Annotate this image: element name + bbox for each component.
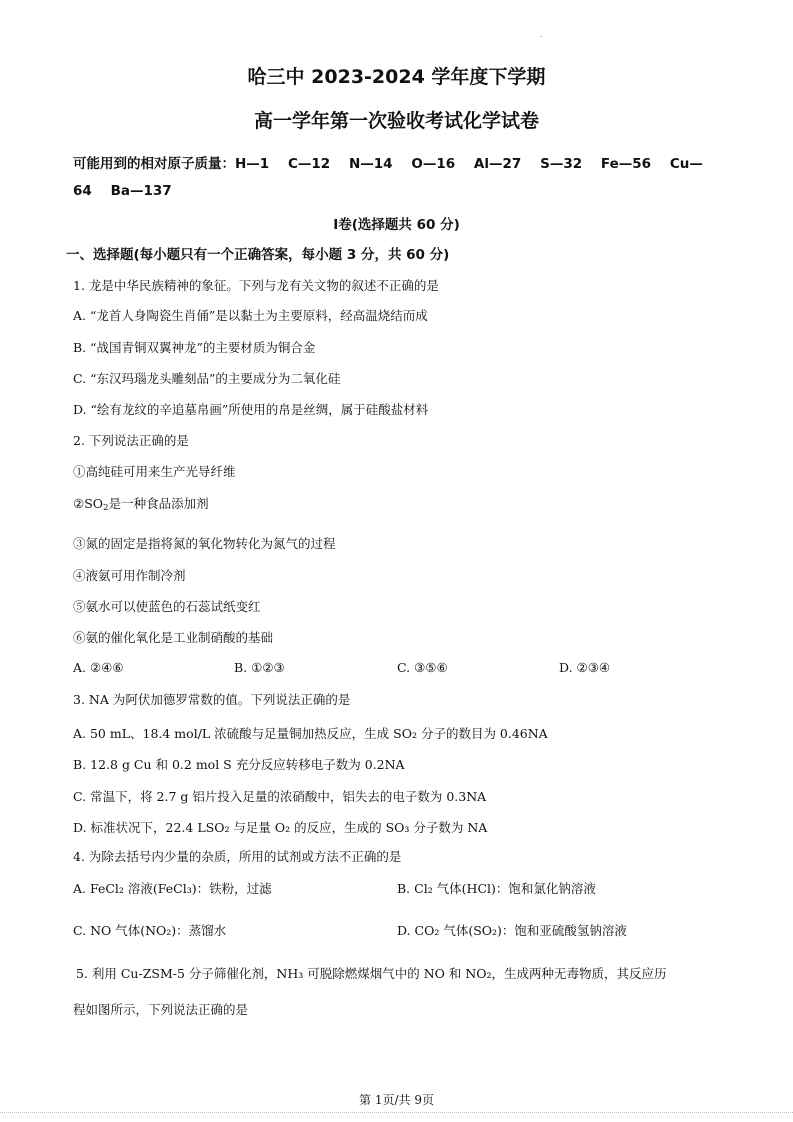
question-2-option-c: C. ③⑤⑥ [397, 660, 448, 675]
question-2-statement-6: ⑥氨的催化氧化是工业制硝酸的基础 [73, 630, 274, 645]
question-5-stem-line1: 5. 利用 Cu-ZSM-5 分子筛催化剂，NH₃ 可脱除燃煤烟气中的 NO 和 NO₂，生成两种无毒物质，其反应历 [76, 966, 667, 981]
question-2-stem: 2. 下列说法正确的是 [73, 433, 189, 448]
question-1-option-d: D. “绘有龙纹的辛追墓帛画”所使用的帛是丝绸，属于硅酸盐材料 [73, 402, 429, 417]
question-3-option-a: A. 50 mL、18.4 mol/L 浓硫酸与足量铜加热反应，生成 SO₂ 分子的数目为 0.46NA [73, 726, 548, 741]
section-title: Ⅰ卷(选择题共 60 分) [333, 217, 460, 233]
question-2-statement-2 [73, 494, 209, 513]
question-1-option-a: A. “龙首人身陶瓷生肖俑”是以黏土为主要原料，经高温烧结而成 [73, 308, 428, 323]
atomic-mass-line1: 可能用到的相对原子质量：H—1 C—12 N—14 O—16 Al—27 S—32 Fe—56 Cu— [73, 156, 703, 172]
question-3-stem: 3. NA 为阿伏加德罗常数的值。下列说法正确的是 [73, 692, 351, 707]
question-1-stem: 1. 龙是中华民族精神的象征。下列与龙有关文物的叙述不正确的是 [73, 278, 439, 293]
question-2-option-b: B. ①②③ [234, 660, 285, 675]
question-4-option-c: C. NO 气体(NO₂)：蒸馏水 [73, 923, 227, 938]
exam-title-line2: 高一学年第一次验收考试化学试卷 [253, 110, 539, 132]
bottom-divider [0, 1112, 793, 1113]
question-4-option-d: D. CO₂ 气体(SO₂)：饱和亚硫酸氢钠溶液 [397, 923, 627, 938]
top-dot: . [540, 30, 543, 39]
question-2-statement-4: ④液氨可用作制冷剂 [73, 568, 186, 583]
statement-2-subscript: 2 [103, 503, 109, 513]
atomic-mass-line2: 64 Ba—137 [73, 183, 172, 199]
page-number: 第 1页/共 9页 [359, 1093, 434, 1107]
statement-2-prefix: ②SO [73, 496, 104, 511]
question-2-option-d: D. ②③④ [559, 660, 611, 675]
question-2-option-a: A. ②④⑥ [73, 660, 124, 675]
question-1-option-c: C. “东汉玛瑙龙头雕刻品”的主要成分为二氧化硅 [73, 371, 341, 386]
question-3-option-d: D. 标准状况下，22.4 LSO₂ 与足量 O₂ 的反应，生成的 SO₃ 分子数为 NA [73, 820, 488, 835]
question-4-option-b: B. Cl₂ 气体(HCl)：饱和氯化钠溶液 [397, 881, 596, 896]
question-5-stem-line2: 程如图所示，下列说法正确的是 [73, 1002, 249, 1017]
question-4-stem: 4. 为除去括号内少量的杂质，所用的试剂或方法不正确的是 [73, 849, 402, 864]
section-instruction: 一、选择题(每小题只有一个正确答案，每小题 3 分，共 60 分) [66, 247, 450, 263]
question-4-option-a: A. FeCl₂ 溶液(FeCl₃)：铁粉，过滤 [73, 881, 272, 896]
exam-title-line1: 哈三中 2023-2024 学年度下学期 [247, 66, 546, 88]
statement-2-text: 是一种食品添加剂 [108, 496, 209, 511]
question-3-option-c: C. 常温下，将 2.7 g 铝片投入足量的浓硝酸中，铝失去的电子数为 0.3NA [73, 789, 487, 804]
question-1-option-b: B. “战国青铜双翼神龙”的主要材质为铜合金 [73, 340, 316, 355]
question-2-statement-1: ①高纯硅可用来生产光导纤维 [73, 464, 236, 479]
question-2-statement-5: ⑤氨水可以使蓝色的石蕊试纸变红 [73, 599, 261, 614]
question-3-option-b: B. 12.8 g Cu 和 0.2 mol S 充分反应转移电子数为 0.2NA [73, 757, 405, 772]
question-2-statement-3: ③氮的固定是指将氮的氧化物转化为氮气的过程 [73, 536, 336, 551]
